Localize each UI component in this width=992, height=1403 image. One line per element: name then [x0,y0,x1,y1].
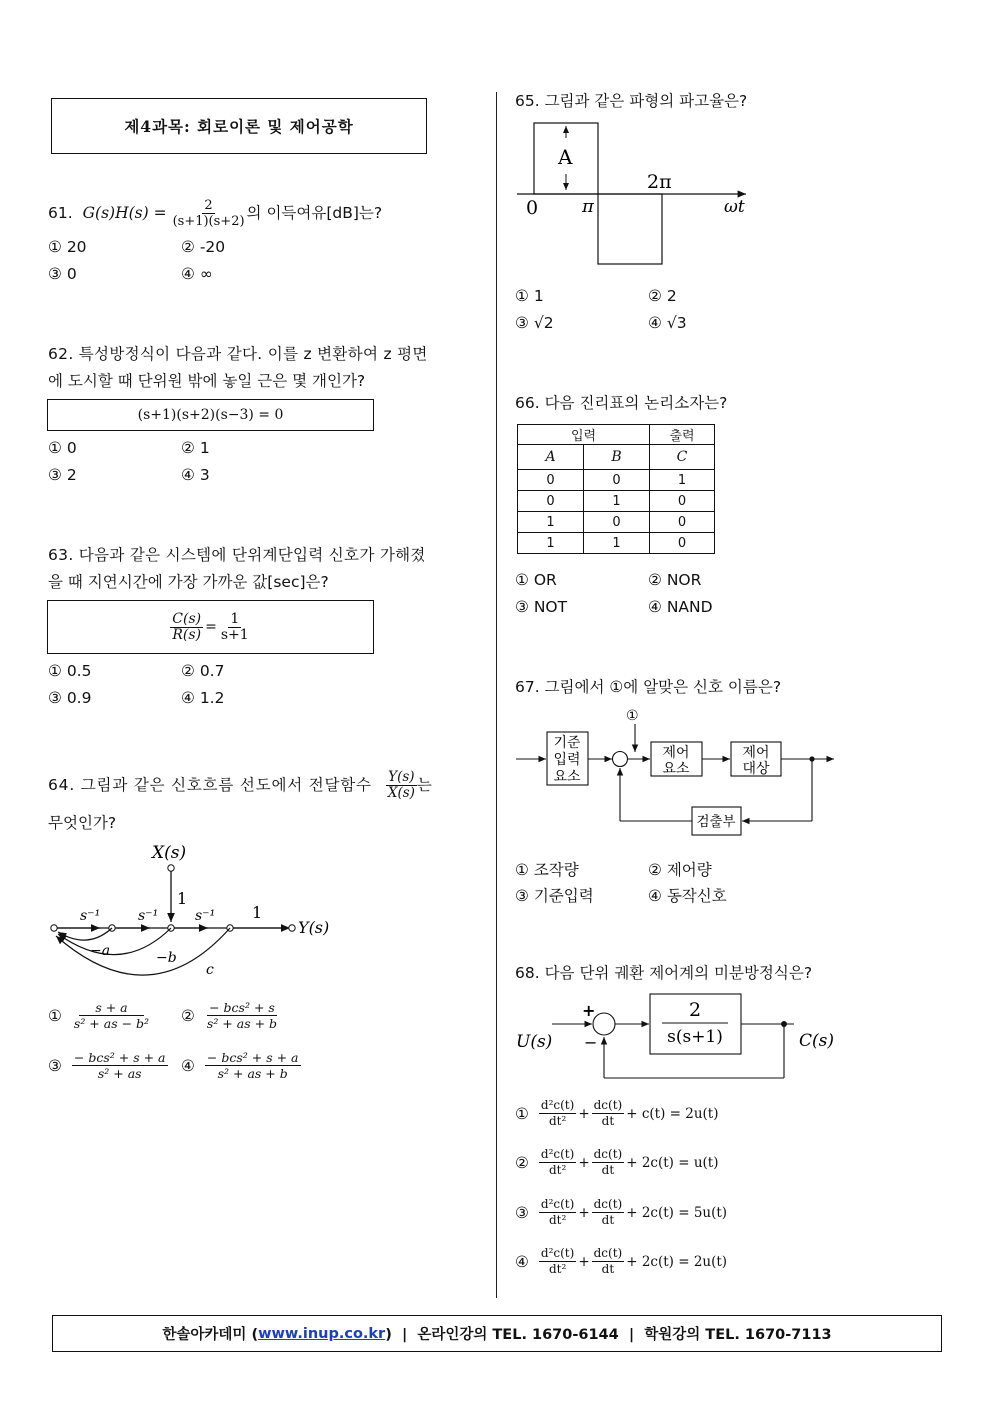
q64-option-3[interactable] [48,1050,168,1081]
q65-option-1[interactable]: ① 1 [515,287,544,305]
q68-d2-num: d²c(t) [540,1147,575,1161]
q68-d1-den: dt [601,1213,615,1227]
footer-bar [52,1315,942,1352]
q68-d2-den: dt² [548,1114,567,1128]
q63-option-1[interactable]: ① 0.5 [48,662,92,680]
q68-d1-den: dt [601,1163,615,1177]
block1-line1: 기준 [553,735,581,751]
q68-opt4-mark: ④ [515,1252,529,1271]
unity-feedback-diagram [512,990,852,1085]
table-row [518,470,715,491]
q64-line1: 64. 그림과 같은 신호흐름 선도에서 전달함수 [48,776,372,794]
pi-label: π [582,196,594,217]
label-x: X(s) [152,843,187,863]
section-title: 제4과목: 회로이론 및 제어공학 [51,98,427,154]
table-cell: 1 [518,533,584,554]
truth-header-input: 입력 [518,425,650,445]
marker-1: ① [626,708,639,724]
q64-opt3-den: s² + as [97,1066,142,1081]
q68-opt1-rhs: + c(t) = 2u(t) [626,1105,719,1122]
q68-option-4[interactable] [515,1246,727,1277]
label-y: Y(s) [298,918,330,937]
q68-d2-den: dt² [548,1163,567,1177]
q68-d1-num: dc(t) [593,1197,623,1211]
q63-line2: 을 때 지연시간에 가장 가까운 값[sec]은? [48,573,329,591]
table-cell: 0 [584,470,650,491]
q68-opt2-mark: ② [515,1153,529,1172]
table-row [518,533,715,554]
q68-d2-den: dt² [548,1213,567,1227]
q64-opt3-num: − bcs² + s + a [73,1050,166,1065]
q68-d2-num: d²c(t) [540,1197,575,1211]
q66-option-3[interactable]: ③ NOT [515,598,568,616]
block2-line2: 요소 [662,761,690,777]
table-cell: 1 [584,533,650,554]
question-66: 66. 다음 진리표의 논리소자는? [515,394,728,412]
q62-line2: 에 도시할 때 단위원 밖에 놓일 근은 몇 개인가? [48,372,366,390]
q63-option-2[interactable]: ② 0.7 [181,662,225,680]
q68-opt1-d1 [592,1098,625,1129]
q63-equals: = [205,619,217,635]
q68-opt4-d2 [539,1246,576,1277]
q64-tf-den: X(s) [387,785,415,801]
block1-line2: 입력 [553,752,581,768]
input-label: U(s) [516,1032,553,1052]
q64-fraction [386,770,417,801]
q64-opt2-frac [205,1000,279,1031]
feedback-b-label: −b [156,950,177,966]
question-65: 65. 그림과 같은 파형의 파고율은? [515,92,748,110]
feedback-a-label: −a [90,943,111,959]
table-cell: 0 [518,491,584,512]
node-1 [51,925,57,931]
q66-option-4[interactable]: ④ NAND [648,598,713,616]
table-row [518,512,715,533]
omega-t-label: ωt [724,197,745,217]
truth-col-c: C [650,445,715,470]
q64-option-4[interactable] [181,1050,301,1081]
table-row [518,491,715,512]
q68-d1-num: dc(t) [593,1147,623,1161]
q64-opt4-mark: ④ [181,1056,195,1075]
q62-option-2[interactable]: ② 1 [181,439,210,457]
q64-opt3-mark: ③ [48,1056,62,1075]
q68-d1-num: dc(t) [593,1098,623,1112]
q64-line2: 무엇인가? [48,814,117,832]
plus-sign: + [582,1001,596,1020]
q68-opt1-mark: ① [515,1104,529,1123]
q62-line1: 62. 특성방정식이 다음과 같다. 이를 z 변환하여 z 평면 [48,345,428,363]
q68-opt3-mark: ③ [515,1203,529,1222]
q61-tf-num: 2 [204,198,213,213]
q68-opt3-rhs: + 2c(t) = 5u(t) [626,1204,728,1221]
q64-option-2[interactable] [181,1000,279,1031]
q64-tf-num: Y(s) [388,769,415,785]
path-c [56,928,230,975]
q68-opt4-d1 [592,1246,625,1277]
two-pi-label: 2π [647,171,672,193]
question-61 [48,198,382,229]
q68-opt2-d2 [539,1147,576,1178]
q68-d2-num: d²c(t) [540,1098,575,1112]
question-63 [48,542,426,596]
tf-num: 2 [688,999,702,1021]
q64-opt2-mark: ② [181,1006,195,1025]
path-c-label: c [206,962,214,978]
q61-number: 61. [48,204,73,222]
tf-den: s(s+1) [667,1027,723,1047]
block1-line3: 요소 [553,769,581,785]
node-input [168,865,174,871]
q63-frac-left [170,612,203,643]
feedback-a [58,928,112,940]
q62-option-1[interactable]: ① 0 [48,439,77,457]
table-cell: 0 [650,533,715,554]
q68-opt2-eq [537,1147,719,1178]
q63-line1: 63. 다음과 같은 시스템에 단위계단입력 신호가 가해졌 [48,546,426,564]
q63-num-left: C(s) [172,610,202,627]
amp-label: A [558,145,573,169]
truth-col-b: B [584,445,650,470]
q65-option-3[interactable]: ③ √2 [515,314,554,332]
q61-fraction [171,198,247,229]
question-64 [48,770,478,801]
q61-option-1[interactable]: ① 20 [48,238,87,256]
q63-frac-right [219,612,251,643]
q61-option-3[interactable]: ③ 0 [48,265,77,283]
zero-label: 0 [526,197,539,219]
gain-in: 1 [177,889,188,908]
block3-line2: 대상 [742,761,770,777]
question-68: 68. 다음 단위 궤환 제어계의 미분방정식은? [515,964,813,982]
q63-den-left: R(s) [172,626,202,643]
table-cell: 1 [650,470,715,491]
question-67: 67. 그림에서 ①에 알맞은 신호 이름은? [515,678,782,696]
summing-junction [613,752,628,767]
q64-opt4-num: − bcs² + s + a [206,1050,299,1065]
q67-option-3[interactable]: ③ 기준입력 [515,887,594,905]
negative-pulse [598,194,662,264]
q66-option-1[interactable]: ① OR [515,571,557,589]
q62-option-3[interactable]: ③ 2 [48,466,77,484]
q64-opt1-den: s² + as − b² [73,1016,150,1031]
q61-suffix: 의 이득여유[dB]는? [246,204,383,222]
q61-tf-den: (s+1)(s+2) [172,214,245,229]
block4-label: 검출부 [696,814,736,830]
q64-opt2-den: s² + as + b [206,1016,278,1031]
block2-line1: 제어 [662,745,690,761]
q68-opt4-eq [537,1246,727,1277]
q64-opt2-num: − bcs² + s [209,1000,275,1015]
q64-opt4-frac [205,1050,301,1081]
q68-plus: + [578,1253,590,1270]
column-divider [496,92,497,1298]
control-block-diagram [512,704,842,844]
truth-header-output: 출력 [650,425,715,445]
q67-option-2[interactable]: ② 제어량 [648,861,712,879]
signal-flow-graph [40,838,340,988]
q68-option-1[interactable] [515,1098,718,1129]
q64-opt3-frac [72,1050,168,1081]
truth-col-a: A [518,445,584,470]
q68-d1-den: dt [601,1262,615,1276]
q68-opt4-rhs: + 2c(t) = 2u(t) [626,1253,728,1270]
table-cell: 0 [650,512,715,533]
q63-equation [47,600,374,654]
footer-contact: ) | 온라인강의 TEL. 1670-6144 | 학원강의 TEL. 1670-7113 [385,1327,832,1343]
gain-4: 1 [252,903,263,922]
table-cell: 1 [518,512,584,533]
q68-opt2-d1 [592,1147,625,1178]
q68-option-3[interactable] [515,1197,727,1228]
q68-d1-num: dc(t) [593,1246,623,1260]
q68-d2-num: d²c(t) [540,1246,575,1260]
footer-academy: 한솔아카데미 ( [162,1327,259,1343]
waveform-diagram [512,118,752,273]
q64-opt4-den: s² + as + b [217,1066,288,1081]
q68-opt3-eq [537,1197,727,1228]
q65-option-4[interactable]: ④ √3 [648,314,687,332]
gain-3: s⁻¹ [195,908,216,924]
q64-opt1-num: s + a [79,1000,143,1016]
summing-junction [593,1013,615,1035]
q63-num-right: 1 [230,610,240,627]
q68-opt3-d1 [592,1197,625,1228]
q67-option-1[interactable]: ① 조작량 [515,861,579,879]
q63-option-3[interactable]: ③ 0.9 [48,689,92,707]
table-cell: 0 [650,491,715,512]
q62-equation: (s+1)(s+2)(s−3) = 0 [47,399,374,431]
q64-opt1-frac [72,1000,151,1031]
output-label: C(s) [799,1031,834,1051]
q66-option-2[interactable]: ② NOR [648,571,702,589]
table-cell: 0 [584,512,650,533]
q68-opt3-d2 [539,1197,576,1228]
q64-opt1-mark: ① [48,1006,62,1025]
footer-website-link[interactable]: www.inup.co.kr [258,1325,386,1342]
q68-plus: + [578,1204,590,1221]
q68-d2-den: dt² [548,1262,567,1276]
q68-opt1-d2 [539,1098,576,1129]
question-62 [48,341,478,395]
truth-table [517,424,715,554]
q68-plus: + [578,1154,590,1171]
q63-option-4[interactable]: ④ 1.2 [181,689,225,707]
q68-option-2[interactable] [515,1147,718,1178]
q68-plus: + [578,1105,590,1122]
q68-d1-den: dt [601,1114,615,1128]
q68-opt2-rhs: + 2c(t) = u(t) [626,1154,719,1171]
q62-option-4[interactable]: ④ 3 [181,466,210,484]
minus-sign: − [584,1033,598,1052]
q65-option-2[interactable]: ② 2 [648,287,677,305]
table-cell: 0 [518,470,584,491]
q61-tf-left: G(s)H(s) = [82,204,167,222]
q61-option-4[interactable]: ④ ∞ [181,265,213,283]
gain-2: s⁻¹ [138,908,159,924]
q64-option-1[interactable] [48,1000,151,1031]
q67-option-4[interactable]: ④ 동작신호 [648,887,727,905]
table-cell: 1 [584,491,650,512]
node-output [289,925,295,931]
gain-1: s⁻¹ [80,908,101,924]
q63-den-right: s+1 [220,626,249,643]
q64-suffix: 는 [416,776,432,794]
q68-opt1-eq [537,1098,719,1129]
q61-option-2[interactable]: ② -20 [181,238,226,256]
block3-line1: 제어 [742,745,770,761]
